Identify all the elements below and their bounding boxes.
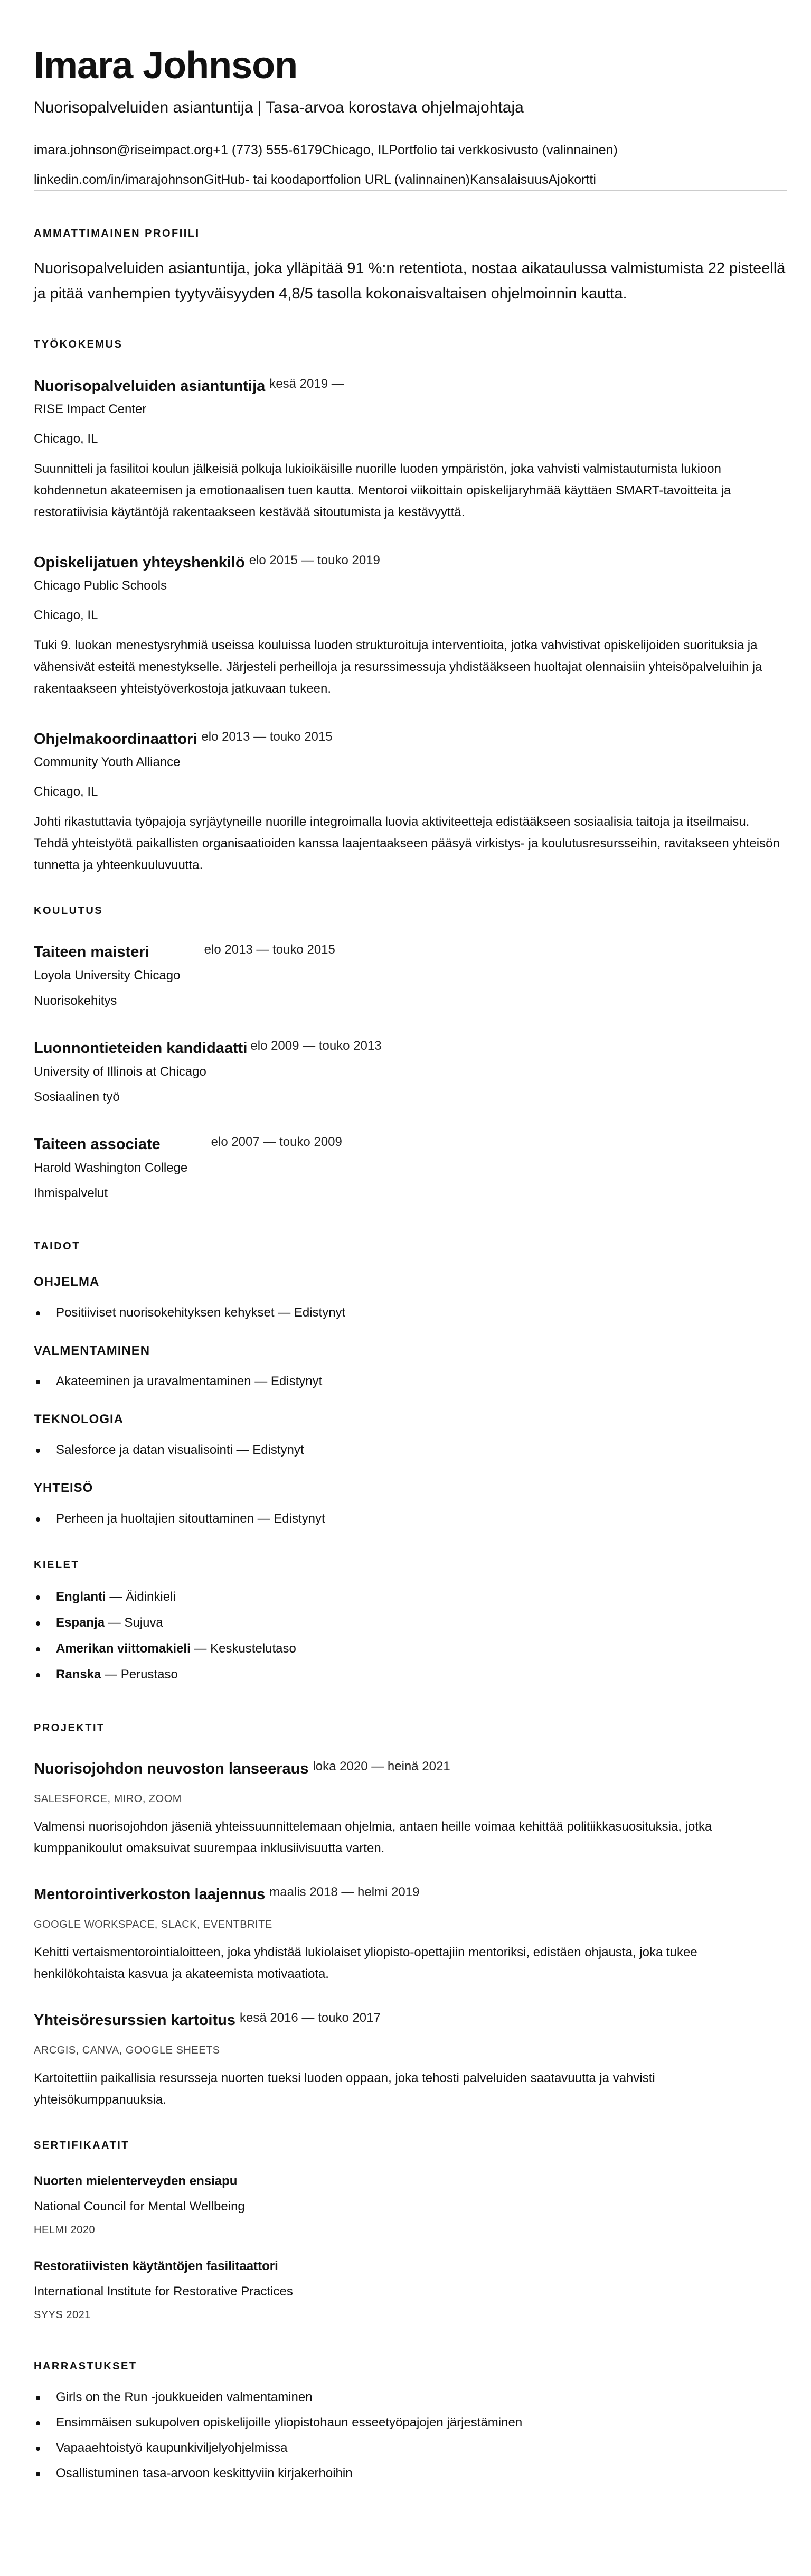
profile-section — [34, 226, 787, 306]
job-title-text: Ohjelmakoordinaattori — [34, 731, 197, 748]
interest-item: Vapaaehtoistyö kaupunkiviljelyohjelmissa — [34, 2439, 787, 2458]
language-name: Espanja — [56, 1616, 105, 1630]
education-entry — [34, 1035, 787, 1107]
project-dates: maalis 2018 — helmi 2019 — [269, 1885, 420, 1899]
contact-phone[interactable]: +1 (773) 555-6179 — [213, 143, 322, 157]
contact-citizenship: Kansalaisuus — [469, 172, 549, 187]
certification-date: HELMI 2020 — [34, 2224, 96, 2236]
job-location: Chicago, IL — [34, 608, 98, 622]
skill-list — [34, 1509, 787, 1528]
project-title: Mentorointiverkoston laajennus — [34, 1886, 266, 1903]
project-dates: loka 2020 — heinä 2021 — [313, 1759, 450, 1774]
skill-list — [34, 1372, 787, 1391]
skill-item: Perheen ja huoltajien sitouttaminen — Edistynyt — [34, 1509, 787, 1528]
degree-line — [34, 939, 787, 963]
experience-section — [34, 337, 787, 876]
job-title — [34, 726, 787, 750]
skill-item: Salesforce ja datan visualisointi — Edistynyt — [34, 1441, 787, 1460]
job-company: Chicago Public Schools — [34, 578, 167, 593]
job-title — [34, 550, 787, 573]
section-heading: KOULUTUS — [34, 905, 103, 917]
contact-linkedin[interactable]: linkedin.com/in/imarajohnson — [34, 172, 204, 187]
language-item — [34, 1639, 787, 1658]
project-tech: SALESFORCE, MIRO, ZOOM — [34, 1793, 182, 1805]
skill-item: Akateeminen ja uravalmentaminen — Edistynyt — [34, 1372, 787, 1391]
certification-title: Nuorten mielenterveyden ensiapu — [34, 2174, 238, 2188]
candidate-name: Imara Johnson — [34, 44, 298, 87]
language-level: — Keskustelutaso — [190, 1641, 296, 1656]
skill-category: TEKNOLOGIA — [34, 1412, 124, 1426]
field-of-study: Sosiaalinen työ — [34, 1090, 120, 1104]
job-description: Johti rikastuttavia työpajoja syrjäytyneille nuorille integroimalla luovia aktiviteetteja edistääkseen sosiaalisia taitoja ja itseilmaisu. Tehdä yhteistyötä paikallisten organisaatioiden kanssa laajentaakseen pääsyä virkistys- ja koulutusresursseihin, ravitakseen yhteisön tunnetta ja yhteenkuuluvuutta. — [34, 815, 780, 872]
skill-category: OHJELMA — [34, 1275, 100, 1289]
interest-item: Ensimmäisen sukupolven opiskelijoille yliopistohaun esseetyöpajojen järjestäminen — [34, 2413, 787, 2432]
job-entry — [34, 374, 787, 523]
language-name: Amerikan viittomakieli — [56, 1641, 191, 1656]
job-dates: elo 2015 — touko 2019 — [249, 553, 380, 567]
job-title-text: Opiskelijatuen yhteyshenkilö — [34, 554, 245, 571]
education-entry — [34, 1132, 787, 1203]
interest-item: Girls on the Run -joukkueiden valmentaminen — [34, 2388, 787, 2407]
project-entry — [34, 1756, 787, 1859]
education-section — [34, 903, 787, 1203]
language-level: — Äidinkieli — [106, 1590, 176, 1604]
certifications-section — [34, 2138, 787, 2322]
resume-header — [34, 46, 787, 191]
language-level: — Sujuva — [105, 1616, 163, 1630]
job-location: Chicago, IL — [34, 785, 98, 799]
school-name: Harold Washington College — [34, 1161, 188, 1175]
project-dates: kesä 2016 — touko 2017 — [239, 2011, 381, 2025]
certification-entry — [34, 2257, 787, 2322]
section-heading: HARRASTUKSET — [34, 2360, 137, 2372]
job-dates: kesä 2019 — — [269, 377, 344, 391]
skill-category: YHTEISÖ — [34, 1481, 93, 1495]
contact-portfolio[interactable]: Portfolio tai verkkosivusto (valinnainen) — [389, 143, 618, 157]
interest-item: Osallistuminen tasa-arvoon keskittyviin kirjakerhoihin — [34, 2464, 787, 2483]
job-description: Suunnitteli ja fasilitoi koulun jälkeisiä polkuja lukioikäisille nuorille luoden ympäristön, joka vahvisti valmistautumista lukioon kohdennetun akateemisen ja emotionaalisen tuen kautta. Mentoroi viikoittain opiskelijaryhmää käyttäen SMART-tavoitteita ja restoratiivisia käytäntöjä rakentaakseen kestävää sitoutumista ja kestävyyttä. — [34, 462, 731, 519]
project-tech: GOOGLE WORKSPACE, SLACK, EVENTBRITE — [34, 1919, 272, 1930]
language-item — [34, 1588, 787, 1607]
skill-list — [34, 1303, 787, 1322]
contact-location: Chicago, IL — [322, 143, 389, 157]
field-of-study: Ihmispalvelut — [34, 1186, 108, 1200]
headline: Nuorisopalveluiden asiantuntija | Tasa-arvoa korostava ohjelmajohtaja — [34, 99, 524, 116]
job-entry — [34, 726, 787, 876]
interests-section — [34, 2359, 787, 2483]
skill-item: Positiiviset nuorisokehityksen kehykset — Edistynyt — [34, 1303, 787, 1322]
language-name: Ranska — [56, 1667, 101, 1682]
project-entry — [34, 1882, 787, 1985]
job-dates: elo 2013 — touko 2015 — [201, 730, 333, 744]
profile-text: Nuorisopalveluiden asiantuntija, joka ylläpitää 91 %:n retentiota, nostaa aikataulussa valmistumista 22 pisteellä ja pitää vanhempien tyytyväisyyden 4,8/5 tasolla kokonaisvaltaisen ohjelmoinnin kautta. — [34, 260, 786, 302]
degree-title: Luonnontieteiden kandidaatti — [34, 1040, 248, 1057]
skill-category: VALMENTAMINEN — [34, 1343, 150, 1358]
degree-title: Taiteen associate — [34, 1136, 161, 1153]
language-level: — Perustaso — [101, 1667, 178, 1682]
project-title-line — [34, 1882, 787, 1905]
school-name: Loyola University Chicago — [34, 968, 181, 983]
degree-title: Taiteen maisteri — [34, 944, 149, 960]
job-title — [34, 374, 787, 397]
section-heading: KIELET — [34, 1559, 80, 1571]
language-name: Englanti — [56, 1590, 106, 1604]
degree-line — [34, 1035, 787, 1059]
certification-issuer: National Council for Mental Wellbeing — [34, 2199, 245, 2214]
project-description: Kartoitettiin paikallisia resursseja nuorten tueksi luoden oppaan, joka tehosti palveluiden saatavuutta ja vahvisti yhteisökumppanuuksia. — [34, 2071, 655, 2107]
certification-date: SYYS 2021 — [34, 2309, 91, 2321]
contact-github[interactable]: GitHub- tai koodaportfolion URL (valinnainen) — [204, 172, 470, 187]
contact-email[interactable]: imara.johnson@riseimpact.org — [34, 143, 213, 157]
job-location: Chicago, IL — [34, 432, 98, 446]
projects-section — [34, 1721, 787, 2111]
job-company: Community Youth Alliance — [34, 755, 181, 769]
project-title: Yhteisöresurssien kartoitus — [34, 2012, 235, 2029]
section-heading: PROJEKTIT — [34, 1722, 105, 1734]
project-tech: ARCGIS, CANVA, GOOGLE SHEETS — [34, 2045, 220, 2056]
education-dates: elo 2009 — touko 2013 — [250, 1039, 382, 1053]
project-description: Kehitti vertaismentorointialoitteen, joka yhdistää lukiolaiset yliopisto-opettajiin mentoriksi, edistäen ohjausta, joka tukee henkilökohtaista kasvua ja akateemista motivaatiota. — [34, 1945, 697, 1981]
project-title: Nuorisojohdon neuvoston lanseeraus — [34, 1760, 309, 1777]
education-dates: elo 2013 — touko 2015 — [204, 942, 335, 957]
certification-title: Restoratiivisten käytäntöjen fasilitaattori — [34, 2259, 278, 2273]
certification-issuer: International Institute for Restorative Practices — [34, 2284, 293, 2299]
section-heading: AMMATTIMAINEN PROFIILI — [34, 228, 200, 239]
school-name: University of Illinois at Chicago — [34, 1065, 206, 1079]
education-dates: elo 2007 — touko 2009 — [211, 1135, 342, 1149]
project-description: Valmensi nuorisojohdon jäseniä yhteissuunnittelemaan ohjelmia, antaen heille voimaa kehittää politiikkasuosituksia, jotka kumppanikoulut omaksuivat suurempaa inklusiivisuutta varten. — [34, 1819, 712, 1855]
project-title-line — [34, 1756, 787, 1779]
contact-list — [34, 139, 787, 191]
language-item — [34, 1665, 787, 1684]
languages-section — [34, 1557, 787, 1684]
skills-section — [34, 1239, 787, 1528]
job-entry — [34, 550, 787, 699]
section-heading: TYÖKOKEMUS — [34, 339, 123, 350]
project-entry — [34, 2008, 787, 2111]
section-heading: SERTIFIKAATIT — [34, 2140, 130, 2151]
language-item — [34, 1613, 787, 1632]
project-title-line — [34, 2008, 787, 2031]
job-description: Tuki 9. luokan menestysryhmiä useissa kouluissa luoden strukturoituja interventioita, jotka vahvistivat opiskelijoiden suorituksia ja vähensivät esteitä menestykselle. Järjesteli perheilloja ja resurssimessuja yhdistääkseen huoltajat olennaisiin yhteisöpalveluihin ja rakentaakseen yhteistyöverkostoja jatkuvaan tukeen. — [34, 638, 762, 696]
job-company: RISE Impact Center — [34, 402, 147, 416]
job-title-text: Nuorisopalveluiden asiantuntija — [34, 378, 266, 395]
section-heading: TAIDOT — [34, 1240, 80, 1252]
contact-license: Ajokortti — [548, 172, 596, 187]
skill-list — [34, 1441, 787, 1460]
education-entry — [34, 939, 787, 1011]
field-of-study: Nuorisokehitys — [34, 994, 117, 1008]
degree-line — [34, 1132, 787, 1155]
certification-entry — [34, 2172, 787, 2237]
